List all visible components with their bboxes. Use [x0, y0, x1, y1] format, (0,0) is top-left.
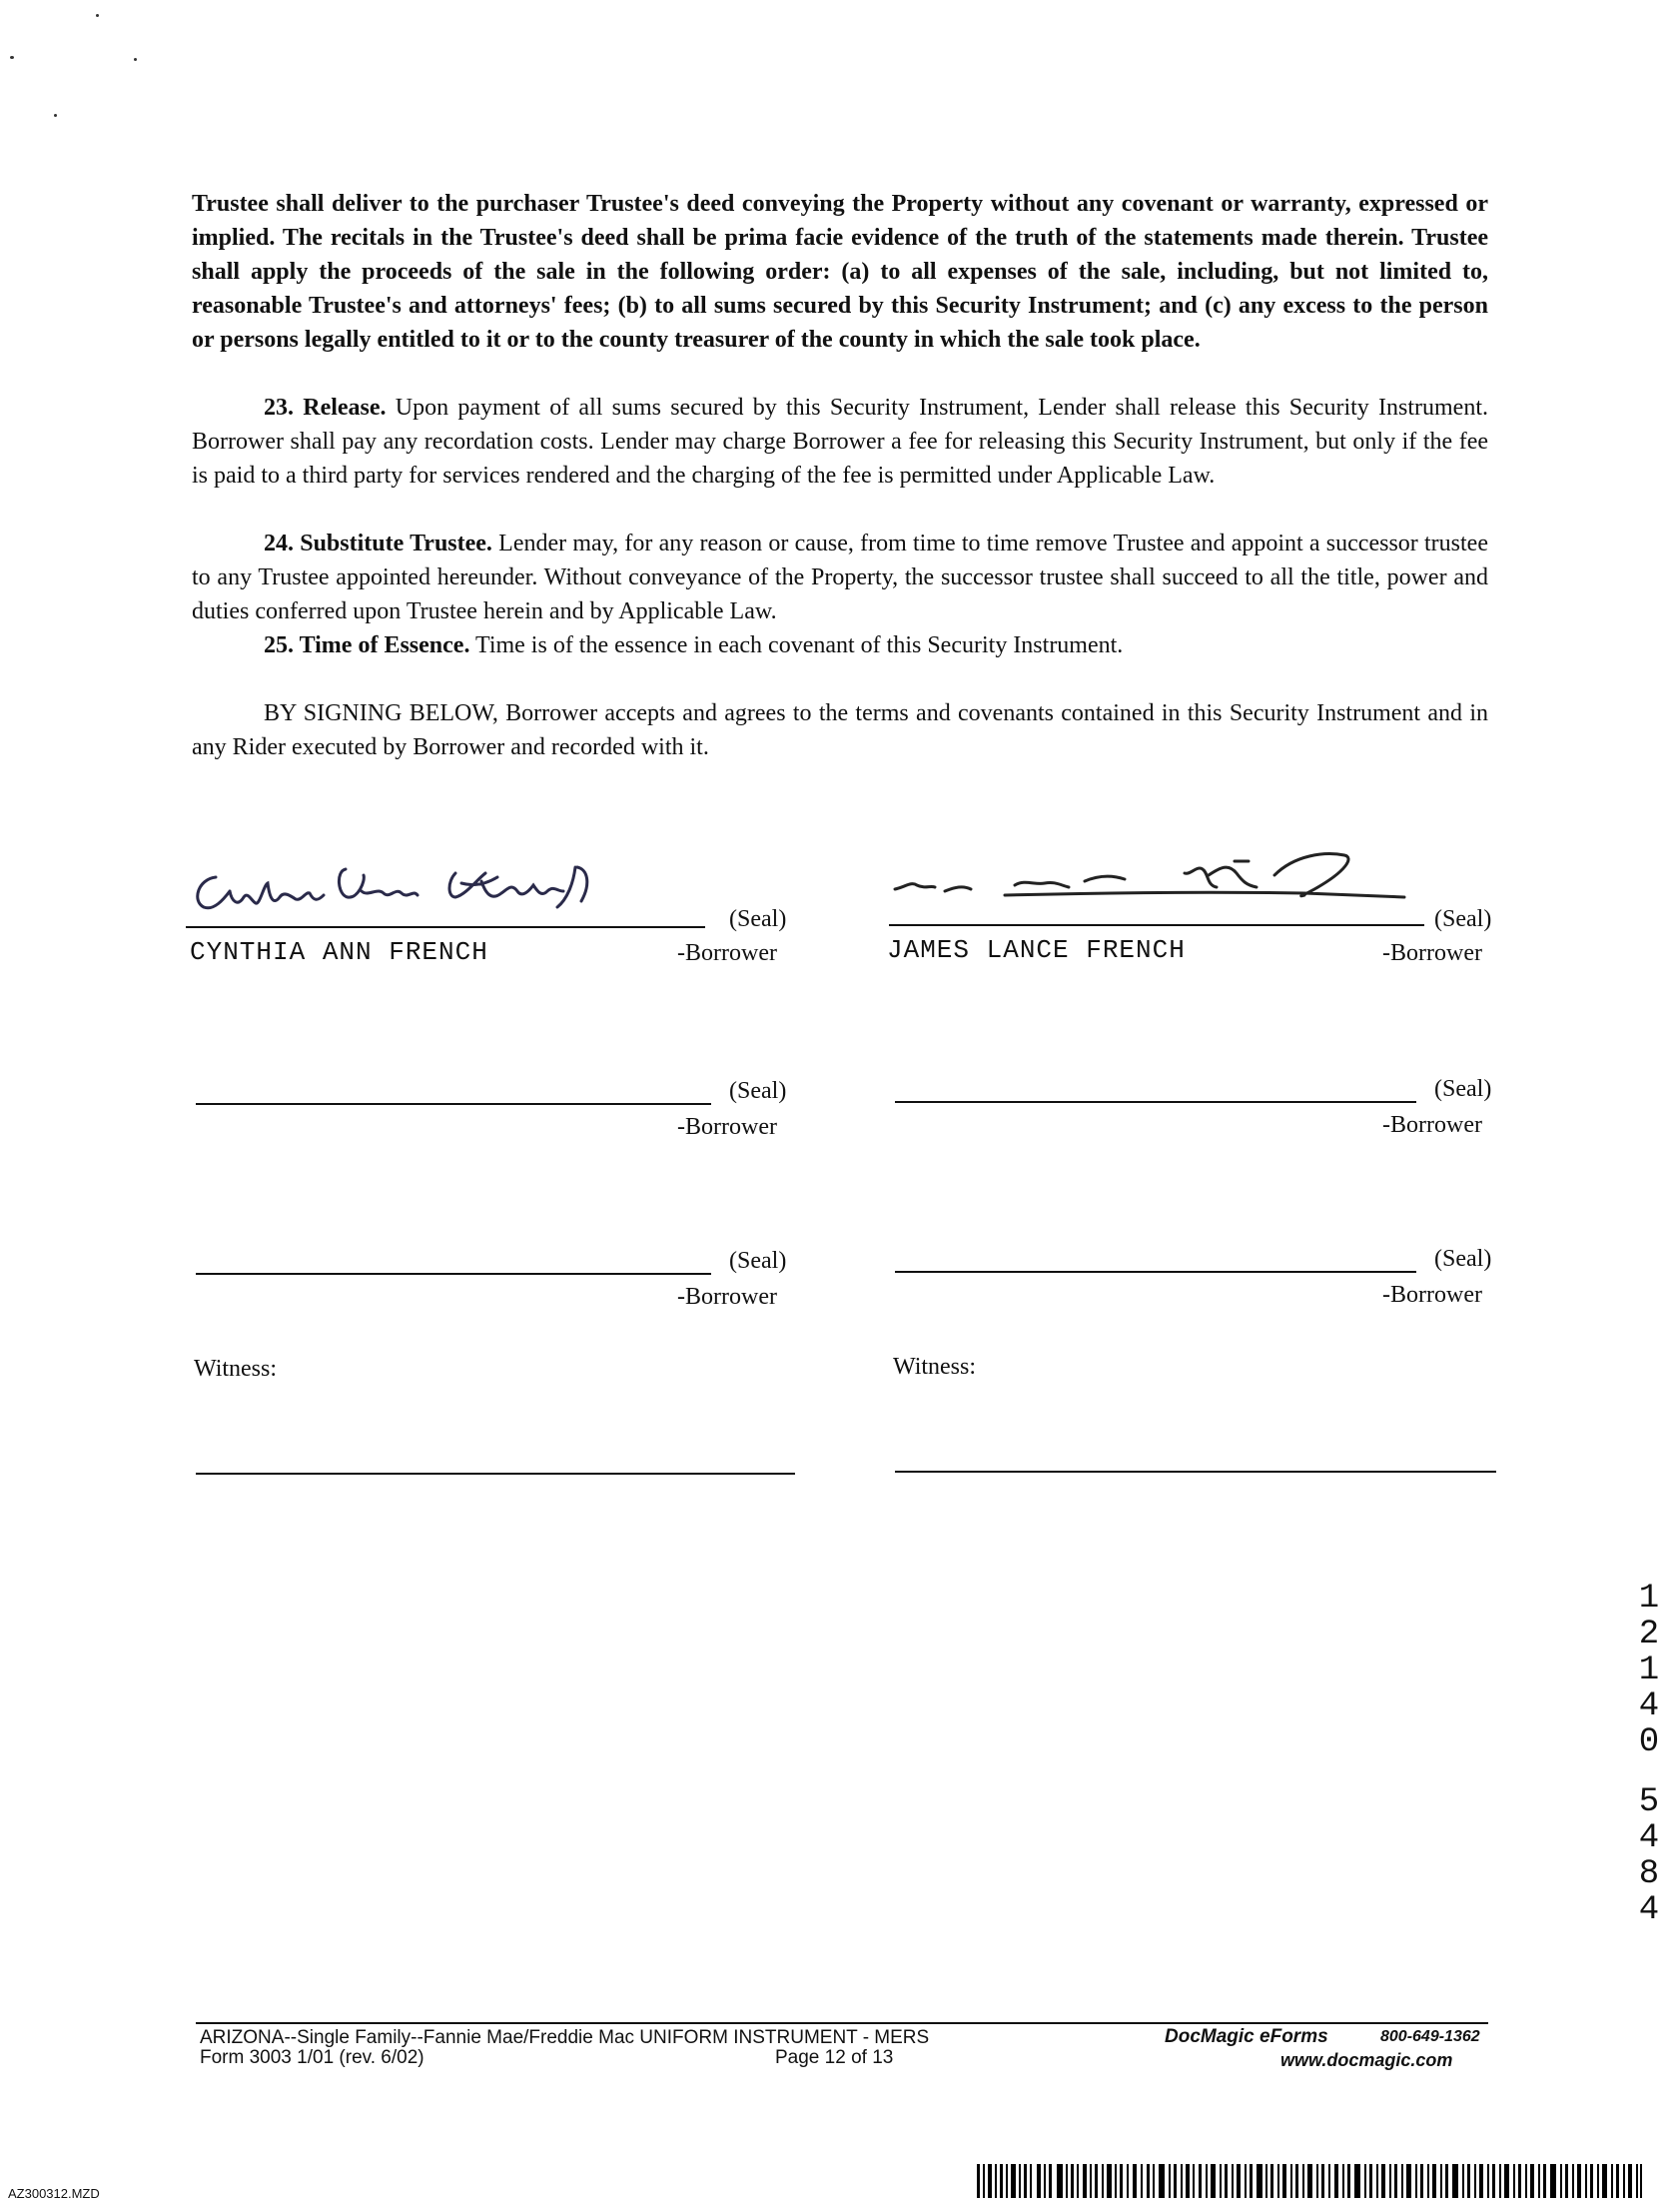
- recording-digit: 0: [1638, 1723, 1660, 1761]
- blank-signature-line-right-1: [895, 1101, 1416, 1103]
- section-23-heading: 23. Release.: [264, 395, 387, 421]
- james-signature: [885, 845, 1424, 933]
- docmagic-website: www.docmagic.com: [1280, 2050, 1453, 2070]
- borrower-name-cynthia: CYNTHIA ANN FRENCH: [190, 937, 488, 967]
- section-24-heading: 24. Substitute Trustee.: [264, 531, 492, 556]
- barcode: [977, 2164, 1642, 2198]
- borrower-label-blank-right-2: -Borrower: [1382, 1282, 1482, 1308]
- section-23-release: [192, 391, 1488, 493]
- witness-label-right: Witness:: [893, 1354, 977, 1380]
- blank-signature-line-left-1: [196, 1103, 711, 1105]
- docmagic-phone: 800-649-1362: [1380, 2028, 1480, 2045]
- scan-speck: [134, 58, 137, 61]
- signing-statement: BY SIGNING BELOW, Borrower accepts and agrees to the terms and covenants contained in this Security Instrument and in any Rider executed by Borrower and recorded with it.: [192, 700, 1488, 760]
- seal-label-blank-right-1: (Seal): [1434, 1076, 1492, 1102]
- borrower-label-james: -Borrower: [1382, 940, 1482, 966]
- section-25-time-of-essence: [192, 628, 1488, 662]
- borrower-label-cynthia: -Borrower: [677, 940, 777, 966]
- seal-label-blank-left-2: (Seal): [729, 1248, 787, 1274]
- borrower-label-blank-right-1: -Borrower: [1382, 1112, 1482, 1138]
- section-23-text: Upon payment of all sums secured by this Security Instrument, Lender shall release this Security Instrument. Borrower shall pay any recordation costs. Lender may charge Borrower a fee for releasing this Security Instrument, but only if the fee is paid to a third party for services rendered and the charging of the fee is permitted under Applicable Law.: [192, 395, 1488, 489]
- section-25-heading: 25. Time of Essence.: [264, 632, 470, 658]
- recording-digit: 8: [1638, 1855, 1660, 1893]
- section-25-text: Time is of the essence in each covenant of this Security Instrument.: [469, 632, 1124, 658]
- recording-digit: 1: [1638, 1580, 1660, 1618]
- docmagic-logo: DocMagic eForms: [1165, 2026, 1328, 2047]
- section-24-substitute-trustee: [192, 527, 1488, 628]
- seal-label-cynthia: (Seal): [729, 906, 787, 932]
- cynthia-signature: [186, 861, 705, 935]
- trustee-deed-paragraph: Trustee shall deliver to the purchaser Trustee's deed conveying the Property without any covenant or warranty, expressed or implied. The recitals in the Trustee's deed shall be prima facie evidence of the truth of the statements made therein. Trustee shall apply the proceeds of the sale in the following order: (a) to all expenses of the sale, including, but not limited to, reasonable Trustee's and attorneys' fees; (b) to all sums secured by this Security Instrument; and (c) any excess to the person or persons legally entitled to it or to the county treasurer of the county in which the sale took place.: [192, 191, 1488, 353]
- seal-label-blank-left-1: (Seal): [729, 1078, 787, 1104]
- witness-line-left: [196, 1473, 795, 1475]
- footer-page-number: Page 12 of 13: [775, 2047, 894, 2068]
- blank-signature-line-right-2: [895, 1271, 1416, 1273]
- recording-digit: 4: [1638, 1891, 1660, 1929]
- recording-digit: 1: [1638, 1652, 1660, 1689]
- scan-speck: [96, 14, 99, 17]
- recording-digit: 5: [1638, 1783, 1660, 1821]
- footer-form-number: Form 3003 1/01 (rev. 6/02): [200, 2047, 424, 2068]
- borrower-label-blank-left-2: -Borrower: [677, 1284, 777, 1310]
- seal-label-james: (Seal): [1434, 906, 1492, 932]
- witness-label-left: Witness:: [194, 1356, 278, 1382]
- recording-digit: 4: [1638, 1687, 1660, 1725]
- borrower-name-james: JAMES LANCE FRENCH: [887, 935, 1186, 965]
- footer-rule: [196, 2022, 1488, 2024]
- footer-form-title: ARIZONA--Single Family--Fannie Mae/Freddie Mac UNIFORM INSTRUMENT - MERS: [200, 2027, 930, 2048]
- witness-line-right: [895, 1471, 1496, 1473]
- scan-speck: [54, 114, 57, 117]
- scan-speck: [10, 56, 14, 59]
- recording-digit: 4: [1638, 1819, 1660, 1857]
- blank-signature-line-left-2: [196, 1273, 711, 1275]
- borrower-label-blank-left-1: -Borrower: [677, 1114, 777, 1140]
- section-24-text: Lender may, for any reason or cause, from time to time remove Trustee and appoint a successor trustee to any Trustee appointed hereunder. Without conveyance of the Property, the successor trustee shall succeed to all the title, power and duties conferred upon Trustee herein and by Applicable Law.: [192, 531, 1488, 624]
- seal-label-blank-right-2: (Seal): [1434, 1246, 1492, 1272]
- recording-digit: 2: [1638, 1616, 1660, 1653]
- form-id: AZ300312.MZD: [8, 2186, 100, 2201]
